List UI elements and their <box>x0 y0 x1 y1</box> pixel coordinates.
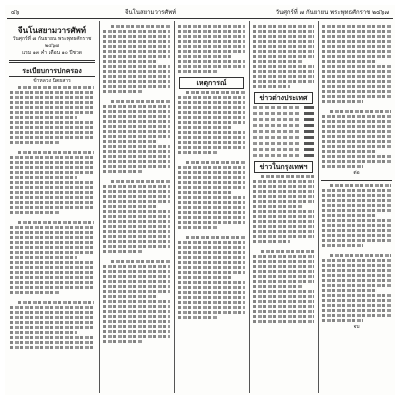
newspaper-page <box>5 5 395 395</box>
article-body <box>250 21 317 88</box>
divider <box>321 180 392 181</box>
byline: ข้าหลวง นิตยสาร <box>33 78 71 84</box>
article-body <box>7 86 97 349</box>
listing <box>250 106 317 157</box>
header-date: วันศุกร์ที่ ๗ กันยายน พระพุทธศักราช ๒๔๖๗ <box>275 9 389 16</box>
article-body <box>319 21 394 168</box>
masthead-title: จีนโนสยามวารศัพท์ <box>17 25 87 35</box>
column-4 <box>249 21 317 393</box>
article-body <box>250 175 317 323</box>
masthead-rule <box>9 60 95 63</box>
page-header <box>7 7 393 19</box>
running-title: จีนโนสยามวารศัพท์ <box>125 9 177 16</box>
column-5 <box>318 21 394 393</box>
column-1 <box>7 21 97 393</box>
masthead-subtitle-2: แรม ๑๓ ค่ำ เดือน ๑๐ ปีชวด <box>21 50 83 56</box>
end-note: จบ <box>353 324 360 330</box>
column-2 <box>99 21 173 393</box>
article-body <box>319 184 394 322</box>
article-body <box>100 21 173 343</box>
article-body <box>175 21 248 73</box>
section-heading: เหตุการณ์ <box>179 77 244 89</box>
masthead <box>9 25 95 57</box>
section-heading: ข่าวในกรุงเทพฯ <box>254 161 313 173</box>
section-heading: ระเบียบการปกครอง <box>9 66 95 77</box>
masthead-subtitle: วันศุกร์ที่ ๗ กันยายน พระพุทธศักราช ๒๔๖๗ <box>12 36 92 49</box>
column-3 <box>174 21 248 393</box>
page-number: ๔๖ <box>11 9 20 16</box>
section-heading: ข่าวต่างประเทศ <box>254 92 313 104</box>
continued-note: ต่อ <box>353 170 360 176</box>
article-body <box>175 91 248 319</box>
